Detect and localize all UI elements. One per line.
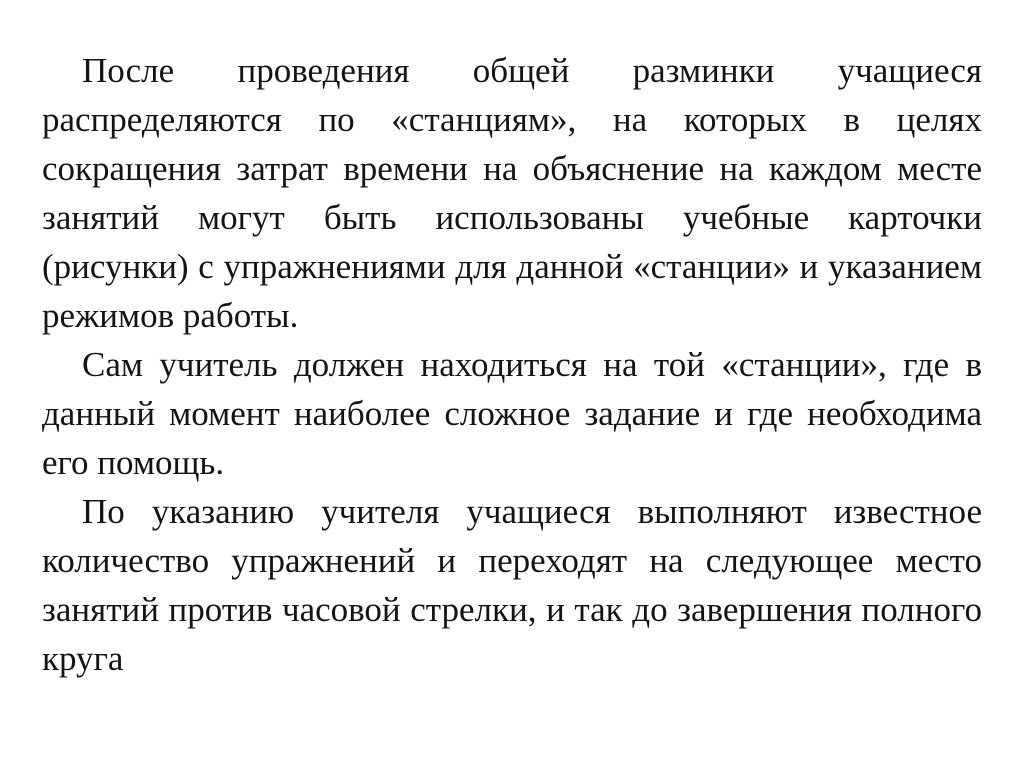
text-body: [42, 46, 982, 683]
paragraph-rotation: По указанию учителя учащиеся выполняют известное количество упражнений и переходят на следующее место занятий против часовой стрелки, и так до завершения полного круга: [42, 492, 982, 678]
paragraph-teacher-role: Сам учитель должен находиться на той «станции», где в данный момент наиболее сложное задание и где необходима его помощь.: [42, 345, 982, 482]
paragraph-warmup-stations: После проведения общей разминки учащиеся распределяются по «станциям», на которых в целях сокращения затрат времени на объяснение на каждом месте занятий могут быть использованы учебные карточки (рисунки) с упражнениями для данной «станции» и указанием режимов работы.: [42, 51, 982, 335]
